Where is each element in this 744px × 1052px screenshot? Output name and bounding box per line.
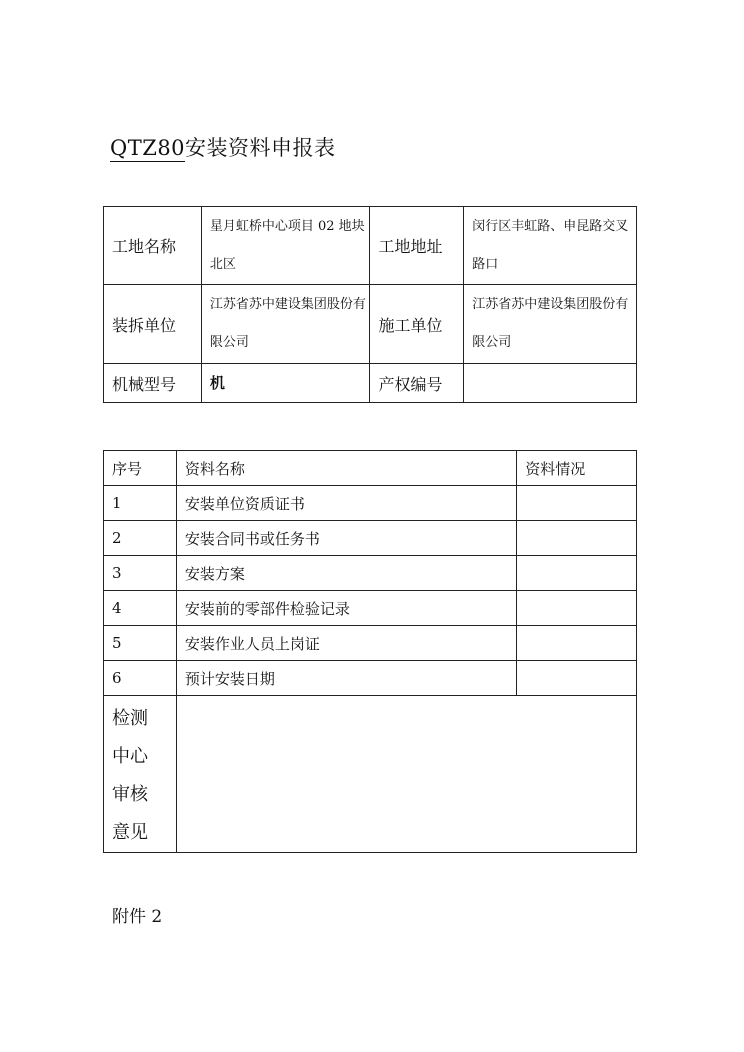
- review-label-line: 检测: [112, 708, 148, 729]
- row-name: 安装方案: [176, 556, 516, 591]
- row-status: [517, 556, 637, 591]
- table-header-row: [104, 451, 637, 486]
- row-status: [517, 521, 637, 556]
- info-table: [103, 206, 637, 403]
- review-label-line: 意见: [112, 822, 148, 843]
- attachment-label: 附件 2: [112, 907, 163, 927]
- row-status: [517, 626, 637, 661]
- row-name: 安装单位资质证书: [176, 486, 516, 521]
- site-address-label: 工地地址: [370, 207, 464, 285]
- row-no: 5: [104, 626, 177, 661]
- machine-model-value: 机: [201, 364, 370, 403]
- document-list-table: [103, 450, 637, 853]
- construction-unit-label: 施工单位: [370, 285, 464, 364]
- site-name-label: 工地名称: [104, 207, 202, 285]
- info-row: [104, 285, 637, 364]
- header-status: 资料情况: [517, 451, 637, 486]
- review-label-line: 中心: [112, 746, 148, 767]
- table-row: [104, 626, 637, 661]
- header-no: 序号: [104, 451, 177, 486]
- title-model: QTZ80: [110, 136, 186, 160]
- site-address-value: 闵行区丰虹路、申昆路交叉路口: [464, 207, 637, 285]
- install-unit-value: 江苏省苏中建设集团股份有限公司: [201, 285, 370, 364]
- row-name: 安装合同书或任务书: [176, 521, 516, 556]
- review-opinion-cell: [176, 696, 636, 853]
- table-row: [104, 661, 637, 696]
- row-name: 安装前的零部件检验记录: [176, 591, 516, 626]
- row-no: 3: [104, 556, 177, 591]
- title-text: 安装资料申报表: [185, 136, 336, 160]
- table-row: [104, 556, 637, 591]
- row-no: 6: [104, 661, 177, 696]
- row-name: 预计安装日期: [176, 661, 516, 696]
- table-row: [104, 521, 637, 556]
- row-name: 安装作业人员上岗证: [176, 626, 516, 661]
- header-name: 资料名称: [176, 451, 516, 486]
- row-no: 4: [104, 591, 177, 626]
- page-title: [110, 132, 336, 162]
- review-label-line: 审核: [112, 784, 148, 805]
- property-number-label: 产权编号: [370, 364, 464, 403]
- row-no: 2: [104, 521, 177, 556]
- property-number-value: [464, 364, 637, 403]
- site-name-value: 星月虹桥中心项目 02 地块北区: [201, 207, 370, 285]
- row-status: [517, 661, 637, 696]
- row-status: [517, 486, 637, 521]
- construction-unit-value: 江苏省苏中建设集团股份有限公司: [464, 285, 637, 364]
- review-label: [104, 696, 177, 853]
- machine-model-label: 机械型号: [104, 364, 202, 403]
- info-row: [104, 207, 637, 285]
- review-row: [104, 696, 637, 853]
- install-unit-label: 装拆单位: [104, 285, 202, 364]
- table-row: [104, 486, 637, 521]
- row-no: 1: [104, 486, 177, 521]
- info-row: [104, 364, 637, 403]
- row-status: [517, 591, 637, 626]
- table-row: [104, 591, 637, 626]
